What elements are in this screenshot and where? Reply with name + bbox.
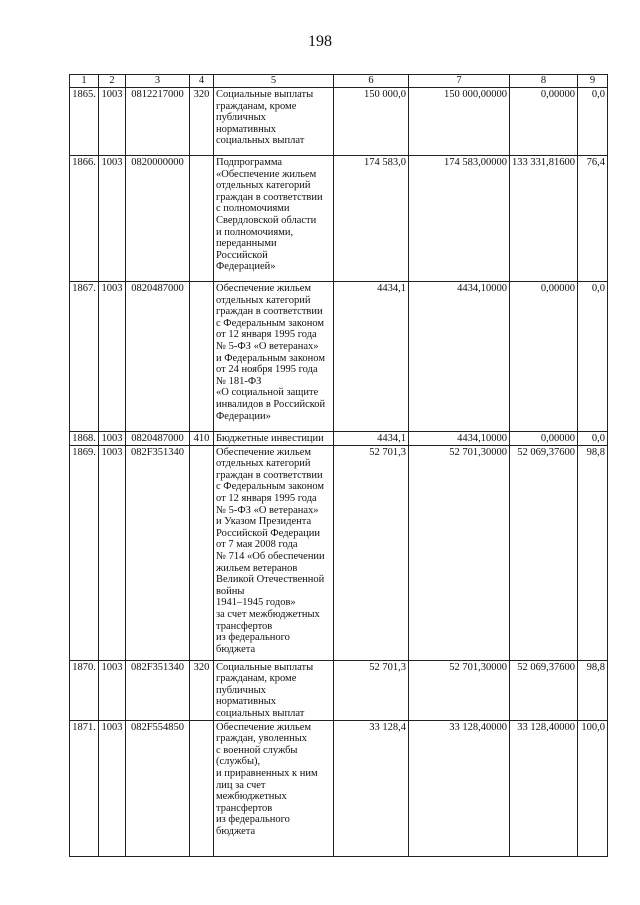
executed-amount: 0,00000: [510, 432, 578, 446]
item-name: Подпрограмма «Обеспечение жильем отдельных категорий граждан в соответствии с полномочиями Свердловской области и полномочиями, переданными Российской Федерацией»: [214, 156, 334, 282]
section-code: 1003: [99, 282, 126, 432]
executed-amount: 0,00000: [510, 88, 578, 156]
section-code: 1003: [99, 445, 126, 660]
table-row: [70, 660, 608, 720]
execution-percent: 0,0: [578, 282, 608, 432]
approved-amount: 174 583,0: [334, 156, 409, 282]
item-name: Бюджетные инвестиции: [214, 432, 334, 446]
row-number: 1865.: [70, 88, 99, 156]
expense-type: [190, 720, 214, 856]
section-code: 1003: [99, 156, 126, 282]
row-number: 1867.: [70, 282, 99, 432]
planned-amount: 4434,10000: [409, 282, 510, 432]
approved-amount: 52 701,3: [334, 660, 409, 720]
target-code: 0820000000: [126, 156, 190, 282]
column-header-4: 4: [190, 75, 214, 88]
column-header-6: 6: [334, 75, 409, 88]
approved-amount: 52 701,3: [334, 445, 409, 660]
executed-amount: 133 331,81600: [510, 156, 578, 282]
execution-percent: 0,0: [578, 88, 608, 156]
column-header-8: 8: [510, 75, 578, 88]
table-row: [70, 88, 608, 156]
section-code: 1003: [99, 432, 126, 446]
column-header-1: 1: [70, 75, 99, 88]
table-header-row: [70, 75, 608, 88]
planned-amount: 174 583,00000: [409, 156, 510, 282]
row-number: 1870.: [70, 660, 99, 720]
item-name: Социальные выплаты гражданам, кроме публичных нормативных социальных выплат: [214, 88, 334, 156]
expense-type: [190, 282, 214, 432]
item-name: Социальные выплаты гражданам, кроме публичных нормативных социальных выплат: [214, 660, 334, 720]
planned-amount: 4434,10000: [409, 432, 510, 446]
target-code: 082F351340: [126, 660, 190, 720]
executed-amount: 0,00000: [510, 282, 578, 432]
planned-amount: 150 000,00000: [409, 88, 510, 156]
column-header-3: 3: [126, 75, 190, 88]
section-code: 1003: [99, 660, 126, 720]
expense-type: [190, 445, 214, 660]
item-name: Обеспечение жильем отдельных категорий граждан в соответствии с Федеральным законом от 12 января 1995 года № 5-ФЗ «О ветеранах» и Федеральным законом от 24 ноября 1995 года № 181-ФЗ «О социальной защите инвалидов в Российской Федерации»: [214, 282, 334, 432]
expense-type: 320: [190, 660, 214, 720]
approved-amount: 33 128,4: [334, 720, 409, 856]
expense-type: 320: [190, 88, 214, 156]
item-name: Обеспечение жильем граждан, уволенных с военной службы (службы), и приравненных к ним лиц за счет межбюджетных трансфертов из федерального бюджета: [214, 720, 334, 856]
section-code: 1003: [99, 88, 126, 156]
expense-type: [190, 156, 214, 282]
item-name: Обеспечение жильем отдельных категорий граждан в соответствии с Федеральным законом от 12 января 1995 года № 5-ФЗ «О ветеранах» и Указом Президента Российской Федерации от 7 мая 2008 года № 714 «Об обеспечении жильем ветеранов Великой Отечественной войны 1941–1945 годов» за счет межбюджетных трансфертов из федерального бюджета: [214, 445, 334, 660]
table-row: [70, 156, 608, 282]
executed-amount: 52 069,37600: [510, 660, 578, 720]
table-row: [70, 445, 608, 660]
budget-table: [69, 74, 608, 857]
target-code: 082F351340: [126, 445, 190, 660]
table-row: [70, 720, 608, 856]
column-header-2: 2: [99, 75, 126, 88]
section-code: 1003: [99, 720, 126, 856]
executed-amount: 52 069,37600: [510, 445, 578, 660]
planned-amount: 52 701,30000: [409, 445, 510, 660]
row-number: 1868.: [70, 432, 99, 446]
target-code: 0820487000: [126, 282, 190, 432]
column-header-9: 9: [578, 75, 608, 88]
execution-percent: 98,8: [578, 660, 608, 720]
target-code: 082F554850: [126, 720, 190, 856]
executed-amount: 33 128,40000: [510, 720, 578, 856]
row-number: 1869.: [70, 445, 99, 660]
approved-amount: 4434,1: [334, 282, 409, 432]
expense-type: 410: [190, 432, 214, 446]
planned-amount: 33 128,40000: [409, 720, 510, 856]
target-code: 0820487000: [126, 432, 190, 446]
column-header-5: 5: [214, 75, 334, 88]
execution-percent: 0,0: [578, 432, 608, 446]
approved-amount: 4434,1: [334, 432, 409, 446]
planned-amount: 52 701,30000: [409, 660, 510, 720]
column-header-7: 7: [409, 75, 510, 88]
approved-amount: 150 000,0: [334, 88, 409, 156]
execution-percent: 98,8: [578, 445, 608, 660]
target-code: 0812217000: [126, 88, 190, 156]
table-row: [70, 432, 608, 446]
execution-percent: 76,4: [578, 156, 608, 282]
row-number: 1871.: [70, 720, 99, 856]
table-row: [70, 282, 608, 432]
execution-percent: 100,0: [578, 720, 608, 856]
row-number: 1866.: [70, 156, 99, 282]
page-number: 198: [308, 33, 332, 50]
